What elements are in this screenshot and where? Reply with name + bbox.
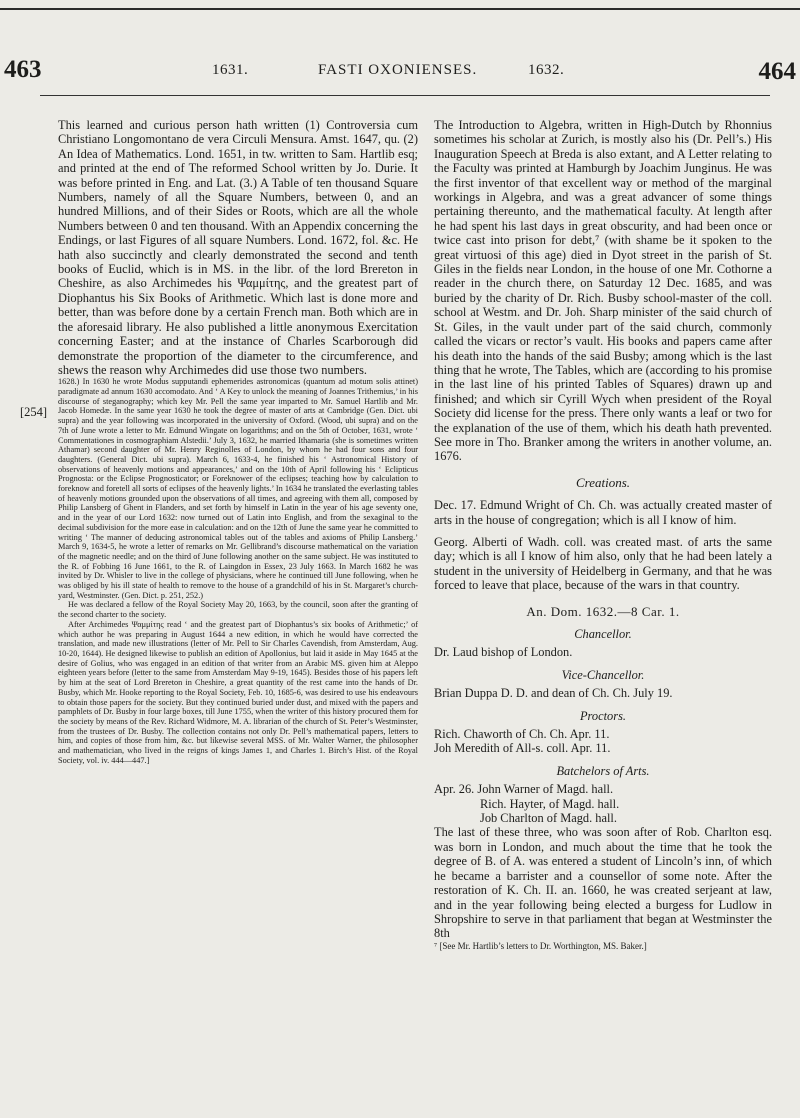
- page-number-right: 464: [758, 58, 796, 85]
- left-column: [58, 118, 418, 765]
- batchelor-entry: Rich. Hayter, of Magd. hall.: [480, 796, 620, 811]
- main-paragraph: The last of these three, who was soon after of Rob. Charlton esq. was born in London, and much about the time that he took the degree of B. of A. was entered a student of Lincoln’s inn, of which he became a barrister and a counsellor of some note. After the restoration of K. Ch. II. an. 1660, he was created serjeant at law, and in the year following being elected a burgess for Ludlow in Shropshire to serve in that parliament that began at Westminster the 8th: [434, 825, 772, 941]
- proctor-entry: Joh Meredith of All-s. coll. Apr. 11.: [434, 741, 611, 756]
- main-paragraph: This learned and curious person hath written (1) Controversia cum Christiano Longomontano de vera Circuli Mensura. Amst. 1647, qu. (2) An Idea of Mathematics. Lond. 1651, in tw. written to Sam. Hartlib esq; and printed at the end of The reformed School written by Jo. Durie. It was before printed in Eng. and Lat. (3.) A Table of ten thousand Square Numbers, namely of all the Square Numbers, between 0, and an hundred Millions, and of their Sides or Roots, which are all the whole Numbers between 0 and ten thousand. With an Appendix concerning the Endings, or last Figures of all square Numbers. Lond. 1672, fol. &c. He hath also succinctly and clearly demonstrated the second and tenth books of Euclid, which is in MS. in the libr. of the lord Brereton in Cheshire, as also Archimedes his Ψαμμίτης, and the greatest part of Diophantus his Six Books of Arithmetic. Which last is done more and better, than was before done by a certain French man. Both which are in the aforesaid library. He also published a little anonymous Exercitation concerning Easter; and at the instance of Charles Scarborough did demonstrate the proportion of the diameter to the circumference, and shews the reason why Archimedes did use those two numbers.: [58, 118, 418, 377]
- running-year-left: 1631.: [212, 62, 249, 78]
- year-heading: An. Dom. 1632.—8 Car. 1.: [526, 603, 680, 619]
- proctors-heading: Proctors.: [579, 708, 626, 723]
- footnote-text: ⁷ [See Mr. Hartlib’s letters to Dr. Worthington, MS. Baker.]: [434, 940, 647, 951]
- batchelors-heading: Batchelors of Arts.: [556, 763, 650, 778]
- margin-page-note: [254]: [20, 405, 48, 419]
- page-number-left: 463: [4, 56, 42, 83]
- vice-chancellor-heading: Vice-Chancellor.: [561, 667, 645, 682]
- creation-entry: Georg. Alberti of Wadh. coll. was created mast. of arts the same day; which is all I know of him also, only that he had been lately a student in the university of Heidelberg in Germany, and that he was forced to leave that place, because of the wars in that country.: [434, 534, 772, 593]
- footnote-text: He was declared a fellow of the Royal Society May 20, 1663, by the council, soon after the granting of the second charter to the society.: [58, 600, 418, 620]
- top-rule: [0, 8, 800, 10]
- running-title: FASTI OXONIENSES.: [318, 62, 478, 78]
- right-column: [434, 118, 772, 952]
- running-head: [0, 56, 800, 92]
- section-heading-creations: Creations.: [575, 474, 631, 490]
- footnote-text: 1628.) In 1630 he wrote Modus supputandi ephemerides astronomicas (quantum ad motum solis attinet) paradigmate ad annum 1630 accomodato. And ‘ A Key to unlock the meaning of Joannes Trithemius,’ in his discourse of steganography; which key Mr. Pell the same year imparted to Mr. Samuel Hartlib and Mr. Jacob Homedæ. In the same year 1630 he took the degree of master of arts at Cambridge (Gen. Dict. ubi supra) and the year following was incorporated in the university of Oxford. (Wood, ubi supra) and on the 7th of June wrote a letter to Mr. Edmund Wingate on logarithms; and on the 5th of October, 1631, wrote ‘ Commentationes in cosmographiam Alstedii.’ July 3, 1632, he married Ithamaria (she is sometimes written Athamar) second daughter of Mr. Henry Reginolles of London, by whom he had four sons and four daughters. (General Dict. ubi supra). March 6, 1633-4, he finished his ‘ Astronomical History of observations of heavenly motions and appearances,’ and on the 10th of April following his ‘ Eclipticus Prognosta: or the Eclipse Prognosticator; or Foreknower of the eclipses; teaching how by calculation to foreknow and foretell all sorts of eclipses of the heavenly lights.’ In 1634 he translated the everlasting tables of heavenly motions grounded upon the observations of all times, and agreeing with them all, composed by Philip Lansberg of Ghent in Flanders, and set forth by himself in Latin in the year of his age seventy one, and in the year of our Lord 1632: now turned out of Latin into English, and from the sexaginal to the decimal subdivision for the more ease in calculation: and on the 12th of June the same year he committed to writing ‘ The manner of deducing astronomical tables out of the tables and axioms of Philip Lansberg.’ March 9, 1634-5, he wrote a letter of remarks on Mr. Gellibrand’s discourse mathematical on the variation of the magnetic needle; and on the third of June following another on the same subject. He was instituted to the R. of Fobbing 16 June 1661, to the R. of Laingdon in Essex, 23 July 1663. In March 1682 he was invited by Dr. Whisler to live in the college of physicians, where he continued till June following, when he was obliged by his ill state of health to remove to the house of a grandchild of his in St. Margaret’s church-yard, Westminster. (Gen. Dict. p. 251, 252.): [58, 377, 418, 600]
- batchelor-entry: Job Charlton of Magd. hall.: [480, 811, 617, 826]
- proctor-entry: Rich. Chaworth of Ch. Ch. Apr. 11.: [434, 727, 610, 742]
- main-paragraph: The Introduction to Algebra, written in High-Dutch by Rhonnius sometimes his scholar at Zurich, is mostly also his (Dr. Pell’s.) His Inauguration Speech at Breda is also extant, and A Letter relating to the Faculty was printed at Hamburgh by Joachim Junginus. He was the first inventor of that excellent way or method of the marginal workings in Algebra, and was a great advancer of some things pertaining thereunto, and the mathematical faculty. At length after he had spent his last days in great obscurity, and had been once or twice cast into prison for debt,⁷ (with shame be it spoken to the great virtuosi of this age) died in Dyot street in the parish of St. Giles in the fields near London, in the house of one Mr. Cothorne a reader in the church there, on Saturday 12 Dec. 1685, and was buried by the charity of Dr. Rich. Busby school-master of the coll. school at Westm. and Dr. Joh. Sharp minister of the said church of St. Giles, in the vault under part of the said church, commonly called the vicars or rector’s vault. His books and papers came after his death into the hands of the said Busby; among which is the last thing that he wrote, The Tables, which are (according to his promise in the last line of his printed Tables of Squares) drawn up and finished; and which sir Cyrill Wych when president of the Royal Society did license for the press. There only wants a leaf or two for the explanation of the use of them, which his death hath prevented. See more in Tho. Branker among the writers in another volume, an. 1676.: [434, 118, 772, 464]
- running-year-right: 1632.: [528, 62, 565, 78]
- header-rule: [40, 95, 770, 96]
- creation-entry: Dec. 17. Edmund Wright of Ch. Ch. was actually created master of arts in the house of congregation; which is all I know of him.: [434, 498, 772, 527]
- batchelor-entry: Apr. 26. John Warner of Magd. hall.: [434, 782, 614, 797]
- chancellor-entry: Dr. Laud bishop of London.: [434, 645, 573, 660]
- footnote-text: After Archimedes Ψαμμίτης read ‘ and the greatest part of Diophantus’s six books of Arithmetic;’ of which author he was preparing in August 1644 a new edition, in which he would have corrected the translation, and made new illustrations (letter of Mr. Pell to Sir Charles Cavendish, from Amsterdam, Aug. 10-20, 1644). He designed likewise to publish an edition of Apollonius, but laid it aside in May 1645 at the desire of Golius, who was engaged in an edition of that writer from an Arabic MS. given him at Aleppo eighteen years before (letter to the same from Amsterdam May 9-19, 1645). Besides those of his papers left by him at the seat of Lord Brereton in Cheshire, a great quantity of the rest came into the hands of Dr. Busby, which Mr. Hooke reporting to the Royal Society, Feb. 10, 1685-6, was desired to use his endeavours to obtain those papers for the society. But they continued buried under dust, and mixed with the papers and pamphlets of Dr. Busby in four large boxes, till June 1755, when the writer of this history procured them for the society by means of the Rev. Richard Widmore, M. A. librarian of the church of St. Peter’s Westminster, from the trustees of Dr. Busby. The collection contains not only Dr. Pell’s mathematical papers, letters to him, and copies of those from him, &c. but likewise several MSS. of Mr. Walter Warner, the philosopher and mathematician, who lived in the reigns of kings James 1, and Charles 1. Birch’s Hist. of the Royal Society, vol. iv. 444—447.]: [58, 619, 418, 765]
- vice-chancellor-entry: Brian Duppa D. D. and dean of Ch. Ch. July 19.: [434, 686, 673, 701]
- chancellor-heading: Chancellor.: [574, 627, 632, 641]
